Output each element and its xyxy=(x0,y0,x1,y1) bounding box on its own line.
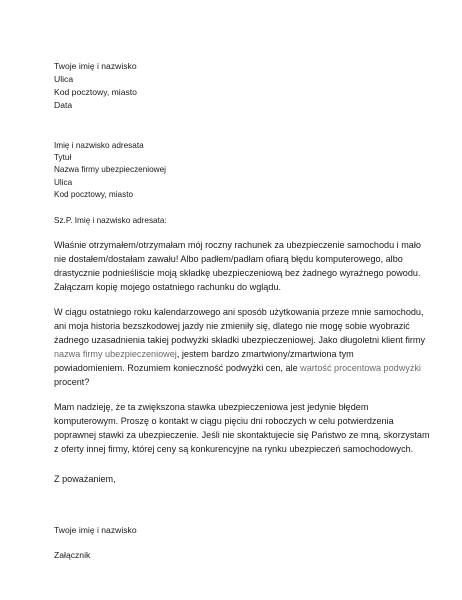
paragraph-3-line: Mam nadzieję, że ta zwiększona stawka ubezpieczeniowa jest jedynie błędem xyxy=(54,402,369,413)
paragraph-2-line: żadnego uzasadnienia takiej podwyżki składki ubezpieczeniowej. Jako długoletni klient firmy xyxy=(54,335,426,346)
percent-placeholder[interactable]: wartość procentowa podwyżki xyxy=(300,363,421,374)
paragraph-1-line: drastycznie podnieśliście moją składkę ubezpieczeniową bez żadnego wyraźnego powodu. xyxy=(54,268,421,279)
recipient-street[interactable]: Ulica xyxy=(54,177,73,187)
salutation[interactable]: Sz.P. Imię i nazwisko adresata: xyxy=(54,216,167,226)
recipient-company[interactable]: Nazwa firmy ubezpieczeniowej xyxy=(54,165,166,175)
sender-date[interactable]: Data xyxy=(54,100,73,110)
paragraph-1-line: nie dostałem/dostałam zawału! Albo padłem/padłam ofiarą błędu komputerowego, albo xyxy=(54,254,403,265)
signature-name[interactable]: Twoje imię i nazwisko xyxy=(54,525,137,536)
recipient-postal[interactable]: Kod pocztowy, miasto xyxy=(54,189,134,199)
paragraph-2[interactable] xyxy=(54,305,426,389)
recipient-block xyxy=(54,140,422,201)
paragraph-1-line: Załączam kopię mojego ostatniego rachunku do wglądu. xyxy=(54,282,281,293)
paragraph-2-line xyxy=(54,347,422,361)
paragraph-2-line: ani moja historia bezszkodowej jazdy nie zmieniły się, dlatego nie mogę sobie wyobrazić xyxy=(54,321,410,332)
paragraph-3[interactable] xyxy=(54,400,430,456)
paragraph-2-line: procent? xyxy=(54,377,90,388)
recipient-name[interactable]: Imię i nazwisko adresata xyxy=(54,141,144,150)
recipient-title[interactable]: Tytuł xyxy=(54,153,72,163)
paragraph-3-line: z oferty innej firmy, której ceny są konkurencyjne na rynku ubezpieczeń samochodowych. xyxy=(54,444,414,455)
paragraph-2-line xyxy=(54,361,422,375)
paragraph-2-line: W ciągu ostatniego roku kalendarzowego ani sposób użytkowania przeze mnie samochodu, xyxy=(54,307,424,318)
paragraph-3-line: poprawnej stawki za ubezpieczenie. Jeśli nie skontaktujecie się Państwo ze mną, skorzystam xyxy=(54,430,430,441)
sender-postal[interactable]: Kod pocztowy, miasto xyxy=(54,87,137,97)
sender-street[interactable]: Ulica xyxy=(54,74,74,84)
paragraph-2-text: , jestem bardzo zmartwiony/zmartwiona tym xyxy=(176,349,354,360)
closing[interactable]: Z poważaniem, xyxy=(54,474,116,485)
paragraph-1[interactable] xyxy=(54,238,422,294)
sender-name[interactable]: Twoje imię i nazwisko xyxy=(54,61,137,71)
paragraph-2-text: powiadomieniem. Rozumiem konieczność podwyżki cen, ale xyxy=(54,363,301,374)
attachment-label[interactable]: Załącznik xyxy=(54,550,91,561)
paragraph-3-line: komputerowym. Proszę o kontakt w ciągu pięciu dni roboczych w celu potwierdzenia xyxy=(54,416,394,427)
paragraph-1-line: Właśnie otrzymałem/otrzymałam mój roczny rachunek za ubezpieczenie samochodu i mało xyxy=(54,240,421,251)
company-name-placeholder[interactable]: nazwa firmy ubezpieczeniowej xyxy=(54,349,177,360)
sender-block xyxy=(54,60,422,112)
